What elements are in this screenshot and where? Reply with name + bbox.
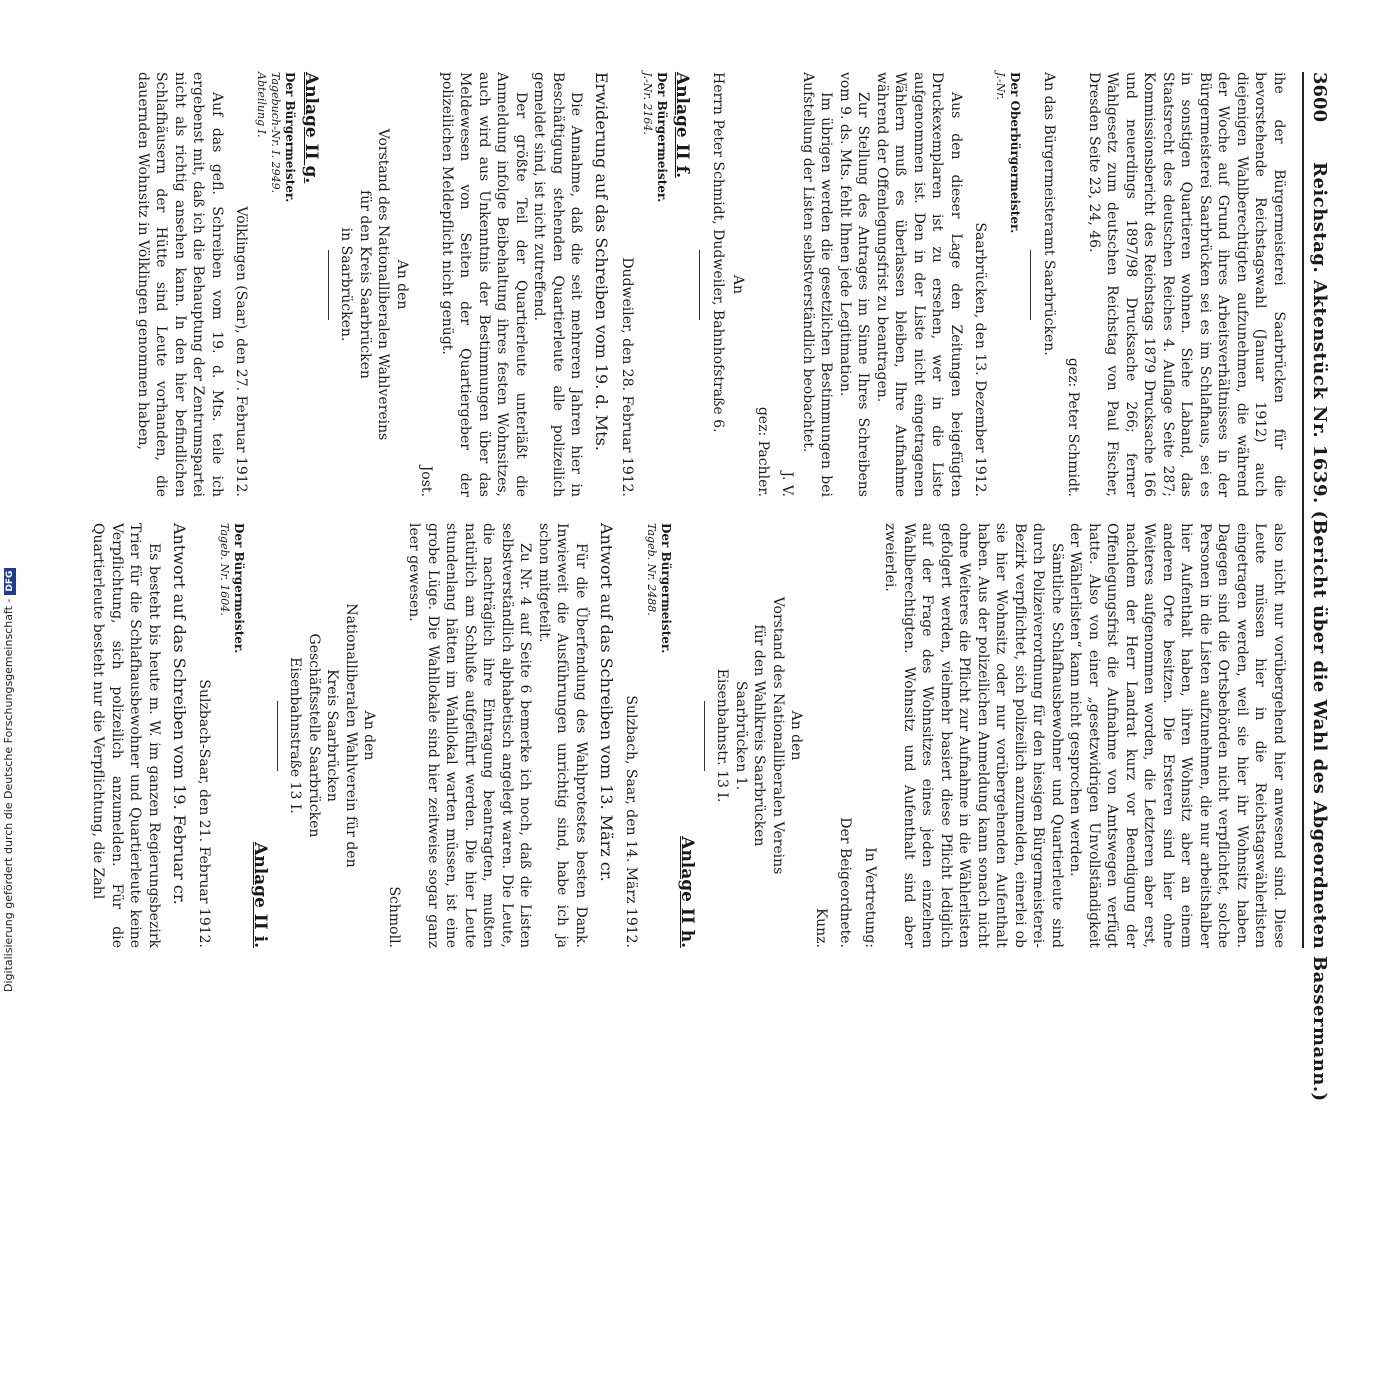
page-title: Reichstag. Aktenstück Nr. 1639. (Bericht über die Wahl des Abgeordneten Bassermann.) xyxy=(1309,162,1330,1102)
recipient-line: Eisenbahnstr. 13 I. xyxy=(714,668,731,803)
separator-rule xyxy=(704,701,705,771)
signature: gez: Peter Schmidt. xyxy=(1065,357,1082,497)
credit-text-rotated xyxy=(2,568,16,992)
recipient-line: für den Kreis Saarbrücken xyxy=(357,190,373,379)
reference-number: Tageb. Nr. 2488. xyxy=(645,523,659,616)
sender-line: Der Oberbürgermeister. xyxy=(1008,72,1023,234)
separator-rule xyxy=(277,701,278,771)
reference-number: Tagebuch-Nr. I. 2949. xyxy=(269,72,283,194)
recipient-line: Geschäftsstelle Saarbrücken xyxy=(306,633,322,838)
rotated-document-page xyxy=(70,60,1340,1102)
paragraph: Die Annahme, daß die seit mehreren Jahren hier in Beschäftigung stehenden Quartierleute alle polizeilich gemeldet sind, ist nicht zutreffend. xyxy=(531,72,585,497)
paragraph: Sämtliche Schlafhausbewohner und Quartierleute sind durch Polizeiverordnung für den hiesigen Bürgermeisterei-Bezirk verpflichtet, sich polizeilich anzumelden, einerlei ob sie hier Wohnsitz oder nur vorübergehenden Aufenthalt haben. Aus der polizeilichen Anmeldung kann sonach nicht ohne Weiteres die Pflicht zur Aufnahme in die Wählerlisten gefolgert werden, vielmehr basiert diese Pflicht lediglich auf der Frage des Wohnsitzes eines jeden einzelnen Wahlberechtigten. Wohnsitz und Aufenthalt sind aber zweierlei. xyxy=(882,523,1065,948)
signature-note: Der Beigeordnete. xyxy=(837,817,854,948)
signature-note: J. V. xyxy=(779,471,796,497)
signature: Kunz. xyxy=(813,907,829,948)
sender-line: Der Bürgermeister. xyxy=(659,523,674,654)
paragraph: Im übrigen werden die gesetzlichen Bestimmungen bei Aufstellung der Listen selbstverständlich beobachtet. xyxy=(800,72,835,497)
reference-number: J.-Nr. 2164. xyxy=(641,72,654,135)
signature-note: In Vertretung: xyxy=(862,847,878,948)
page-header xyxy=(1302,72,1330,1102)
reference-number: J.-Nr. xyxy=(994,72,1008,100)
signature: Jost. xyxy=(418,465,435,497)
date-line: Dudweiler, den 28. Februar 1912. xyxy=(619,257,635,497)
date-line: Saarbrücken, den 13. Dezember 1912. xyxy=(972,222,989,497)
paragraph: Der größte Teil der Quartierleute unterläßt die Anmeldung infolge Beibehaltung ihres festen Wohnsitzes, auch wird aus Unkenntnis der Bestimmungen über das Meldewesen von Seiten der Quartiergeber der polizeilichen Meldepflicht nicht genügt. xyxy=(439,72,529,497)
dfg-logo: DFG xyxy=(4,568,16,595)
paragraph: also nicht nur vorübergehend hier anwesend sind. Diese Leute müssen hier in die Reichstagswählerlisten eingetragen werden, weil sie hier ihr Wohnsitz haben. Dagegen sind die Ortsbehörden nicht verpflichtet, solche Personen in die Listen aufzunehmen, die nur arbeitshalber hier Aufenthalt haben, ihren Wohnsitz aber an einem anderen Orte besitzen. Die Ersteren sind hier ohne Weiteres aufgenommen worden, die Letzteren aber erst, nachdem der Herr Landrat kurz vor Beendigung der Offenlegungsfrist die Aufnahme von Amtswegen verfügt hatte. Also von einer „gesetzwidrigen Unvollständigkeit der Wählerlisten“ kann nicht gesprochen werden. xyxy=(1067,523,1287,948)
recipient-line: in Saarbrücken. xyxy=(338,227,355,342)
letter-subject: Antwort auf das Schreiben vom 13. März cr. xyxy=(597,523,616,882)
recipient-line: Herrn Peter Schmidt, Dudweiler, Bahnhofstraße 6. xyxy=(710,72,726,433)
recipient-line: Eisenbahnstraße 13 I. xyxy=(287,657,304,814)
separator-rule xyxy=(1031,250,1032,320)
recipient-line: Saarbrücken 1. xyxy=(733,680,749,791)
date-line: Sulzbach-Saar, den 21. Februar 1912. xyxy=(196,679,213,948)
annex-heading: Anlage II h. xyxy=(677,836,697,948)
signature: gez: Pachler. xyxy=(755,406,771,497)
separator-rule xyxy=(700,250,701,320)
letter-subject: Antwort auf das Schreiben vom 19. Februar cr. xyxy=(170,523,189,905)
recipient-line: An das Bürgermeisteramt Saarbrücken. xyxy=(1041,72,1057,356)
recipient-line: An den xyxy=(394,259,410,310)
signature: Schmoll. xyxy=(386,886,402,948)
paragraph: Es besteht bis heute m. W. im ganzen Regierungsbezirk Trier für die Schlafhausbewohner und Quartierleute keine Verpflichtung, sich polizeilich anzumelden. Für die Quartierleute besteht nur die Verpflichtung, die Zahl xyxy=(90,523,162,948)
paragraph: Zu Nr. 4 auf Seite 6 bemerke ich noch, daß die Listen selbstverständlich alphabetisch angelegt waren. Die Leute, die nachträglich ihre Eintragung beantragten, mußten natürlich am Schluße aufgeführt werden. Die hier Leute stundenlang hätten im Wahllokal warten müssen, ist eine grobe Lüge. Die Wahllokale sind hier zeitweise sogar ganz leer gewesen. xyxy=(406,523,534,948)
separator-rule xyxy=(328,250,329,320)
sender-line: Der Bürgermeister. xyxy=(232,523,247,654)
letter-subject: Erwiderung auf das Schreiben vom 19. d. Mts. xyxy=(592,72,612,451)
paragraph: Auf das gefl. Schreiben vom 19. d. Mts. teile ich ergebenst mit, daß ich die Behauptung der Zentrumspartei nicht als richtig ansehen kann. In den hier befindlichen Schlafhäusern der Hütte sind Leute vorhanden, die dauernden Wohnsitz in Völklingen genommen haben, xyxy=(135,72,225,497)
sender-line: Der Bürgermeister. xyxy=(283,72,298,203)
annex-heading: Anlage II i. xyxy=(250,842,270,948)
date-line: Völklingen (Saar), den 27. Februar 1912. xyxy=(233,206,250,497)
recipient-line: Vorstand des Nationalliberalen Wahlvereins xyxy=(375,128,392,441)
recipient-line: für den Wahlkreis Saarbrücken xyxy=(751,624,768,847)
paragraph: Für die Überfendung des Wahlprotestes besten Dank. Inwieweit die Ausführungen unrichtig sind, habe ich ja schon mitgeteilt. xyxy=(536,523,589,948)
credit-text: Digitalisierung gefördert durch die Deutsche Forschungsgemeinschaft - xyxy=(2,598,15,992)
reference-number: Tageb. Nr. 1604. xyxy=(218,523,232,616)
paragraph: Aus den dieser Lage den Zeitungen beigefügten Druckexemplaren ist zu ersehen, wer in die Liste aufgenommen ist. Den in der Liste nicht eingetragenen Wählern muß es überlassen bleiben, Ihre Aufnahme während der Offenlegungsfrist zu beantragen. xyxy=(874,72,964,497)
recipient-line: Kreis Saarbrücken xyxy=(324,669,341,802)
recipient-line: Nationalliberalen Wahlverein für den xyxy=(343,603,359,868)
recipient-line: An den xyxy=(361,710,378,761)
department-line: Abteilung I. xyxy=(255,72,269,138)
annex-heading: Anlage II f. xyxy=(672,72,693,179)
sender-line: Der Bürgermeister. xyxy=(655,72,669,203)
recipient-line: An xyxy=(730,274,747,295)
right-column xyxy=(89,523,1288,948)
annex-heading: Anlage II g. xyxy=(301,72,321,184)
date-line: Sulzbach, Saar, den 14. März 1912. xyxy=(623,695,640,948)
recipient-line: An den xyxy=(788,710,805,761)
recipient-line: Vorstand des Nationalliberalen Vereins xyxy=(770,596,786,875)
page-number: 3600 xyxy=(1309,72,1330,123)
left-column xyxy=(134,72,1289,497)
digitization-credit xyxy=(2,570,16,1392)
paragraph: Zur Stellung des Antrages im Sinne Ihres Schreibens vom 9. ds. Mts. fehlt Ihnen jede Legitimation. xyxy=(837,72,872,497)
paragraph: ihe der Bürgermeisterei Saarbrücken für die bevorstehende Reichstagswahl (Januar 1912) auch diejenigen Wahlberechtigten aufzunehmen, die während der Woche auf Grund ihres Arbeitsverhältnisses in der Bürgermeisterei Saarbrücken sei es im Schlafhaus, sei es in sonstigen Quartieren wohnen. Siehe Laband, das Staatsrecht des deutschen Reiches 4. Auflage Seite 287; Kommissionsbericht des Reichstags 1879 Drucksache 166 und neuerdings 1897/98 Drucksache 266; ferner Wahlgesetz zum deutschen Reichstag von Paul Fischer, Dresden Seite 23, 24, 46. xyxy=(1086,72,1287,497)
